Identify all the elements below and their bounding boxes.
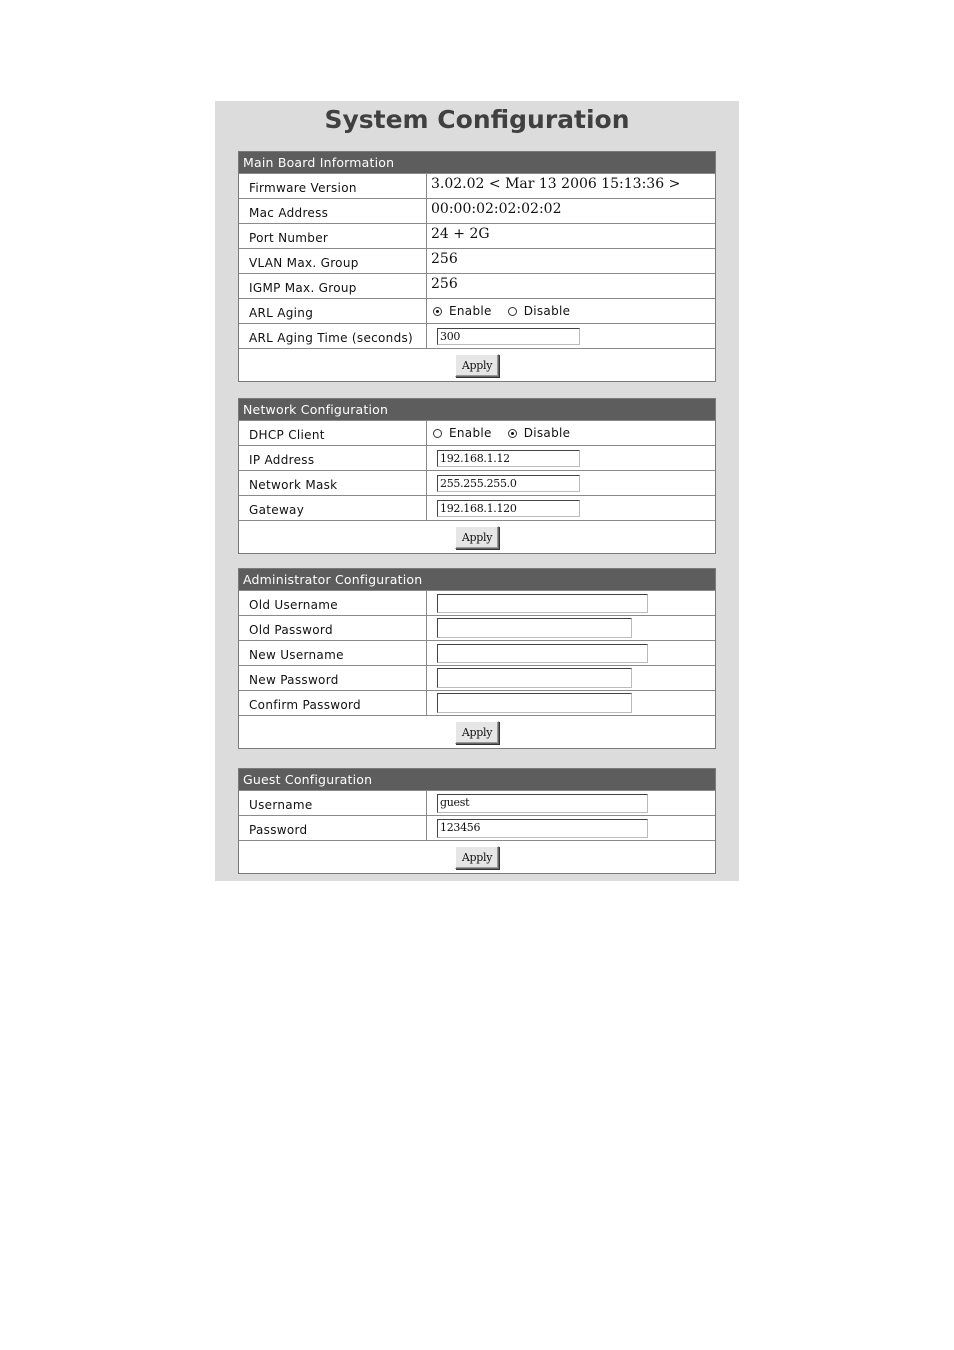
admin-apply-button[interactable]: Apply <box>455 721 499 744</box>
dhcp-radio-group <box>431 426 584 440</box>
vlan-row <box>239 248 715 273</box>
mac-value: 00:00:02:02:02:02 <box>431 201 562 217</box>
page-title: System Configuration <box>324 105 630 134</box>
guest-username-label: Username <box>239 791 427 815</box>
new-password-input[interactable] <box>437 668 632 688</box>
ip-label: IP Address <box>239 446 427 470</box>
main-board-apply-row <box>239 348 715 381</box>
arl-aging-radio-group <box>431 304 584 318</box>
network-apply-button[interactable]: Apply <box>455 526 499 549</box>
arl-enable-radio[interactable] <box>433 307 442 316</box>
gateway-label: Gateway <box>239 496 427 520</box>
admin-apply-row <box>239 715 715 748</box>
guest-section <box>238 768 716 874</box>
dhcp-row <box>239 420 715 445</box>
guest-apply-button[interactable]: Apply <box>455 846 499 869</box>
dhcp-disable-label: Disable <box>523 426 571 440</box>
main-board-header: Main Board Information <box>239 152 715 173</box>
network-apply-row <box>239 520 715 553</box>
admin-header: Administrator Configuration <box>239 569 715 590</box>
old-username-label: Old Username <box>239 591 427 615</box>
igmp-label: IGMP Max. Group <box>239 274 427 298</box>
arl-disable-radio[interactable] <box>508 307 517 316</box>
old-username-input[interactable] <box>437 594 648 613</box>
main-board-apply-button[interactable]: Apply <box>455 354 499 377</box>
new-username-label: New Username <box>239 641 427 665</box>
port-value: 24 + 2G <box>431 226 490 242</box>
guest-password-row <box>239 815 715 840</box>
mac-label: Mac Address <box>239 199 427 223</box>
ip-row <box>239 445 715 470</box>
guest-username-input[interactable]: guest <box>437 794 648 813</box>
network-mask-input[interactable]: 255.255.255.0 <box>437 475 580 492</box>
arl-enable-label: Enable <box>449 304 492 318</box>
network-section <box>238 398 716 554</box>
arl-time-label: ARL Aging Time (seconds) <box>239 324 427 348</box>
confirm-password-label: Confirm Password <box>239 691 427 715</box>
guest-apply-row <box>239 840 715 873</box>
guest-password-label: Password <box>239 816 427 840</box>
gateway-row <box>239 495 715 520</box>
gateway-input[interactable]: 192.168.1.120 <box>437 500 580 517</box>
admin-section <box>238 568 716 749</box>
confirm-password-row <box>239 690 715 715</box>
port-label: Port Number <box>239 224 427 248</box>
old-password-input[interactable] <box>437 618 632 638</box>
network-header: Network Configuration <box>239 399 715 420</box>
firmware-row <box>239 173 715 198</box>
arl-time-input[interactable]: 300 <box>437 328 580 345</box>
main-board-section <box>238 151 716 382</box>
arl-time-row <box>239 323 715 348</box>
confirm-password-input[interactable] <box>437 693 632 713</box>
old-password-label: Old Password <box>239 616 427 640</box>
old-username-row <box>239 590 715 615</box>
arl-aging-row <box>239 298 715 323</box>
arl-aging-label: ARL Aging <box>239 299 427 323</box>
igmp-value: 256 <box>431 276 458 292</box>
mac-row <box>239 198 715 223</box>
guest-username-row <box>239 790 715 815</box>
arl-disable-label: Disable <box>523 304 571 318</box>
vlan-value: 256 <box>431 251 458 267</box>
dhcp-enable-label: Enable <box>449 426 492 440</box>
port-row <box>239 223 715 248</box>
config-panel <box>215 101 739 881</box>
vlan-label: VLAN Max. Group <box>239 249 427 273</box>
mask-row <box>239 470 715 495</box>
igmp-row <box>239 273 715 298</box>
guest-password-input[interactable]: 123456 <box>437 819 648 838</box>
new-username-row <box>239 640 715 665</box>
guest-header: Guest Configuration <box>239 769 715 790</box>
dhcp-label: DHCP Client <box>239 421 427 445</box>
new-username-input[interactable] <box>437 644 648 663</box>
ip-address-input[interactable]: 192.168.1.12 <box>437 450 580 467</box>
new-password-label: New Password <box>239 666 427 690</box>
new-password-row <box>239 665 715 690</box>
firmware-label: Firmware Version <box>239 174 427 198</box>
dhcp-enable-radio[interactable] <box>433 429 442 438</box>
dhcp-disable-radio[interactable] <box>508 429 517 438</box>
firmware-value: 3.02.02 < Mar 13 2006 15:13:36 > <box>431 176 681 192</box>
old-password-row <box>239 615 715 640</box>
mask-label: Network Mask <box>239 471 427 495</box>
